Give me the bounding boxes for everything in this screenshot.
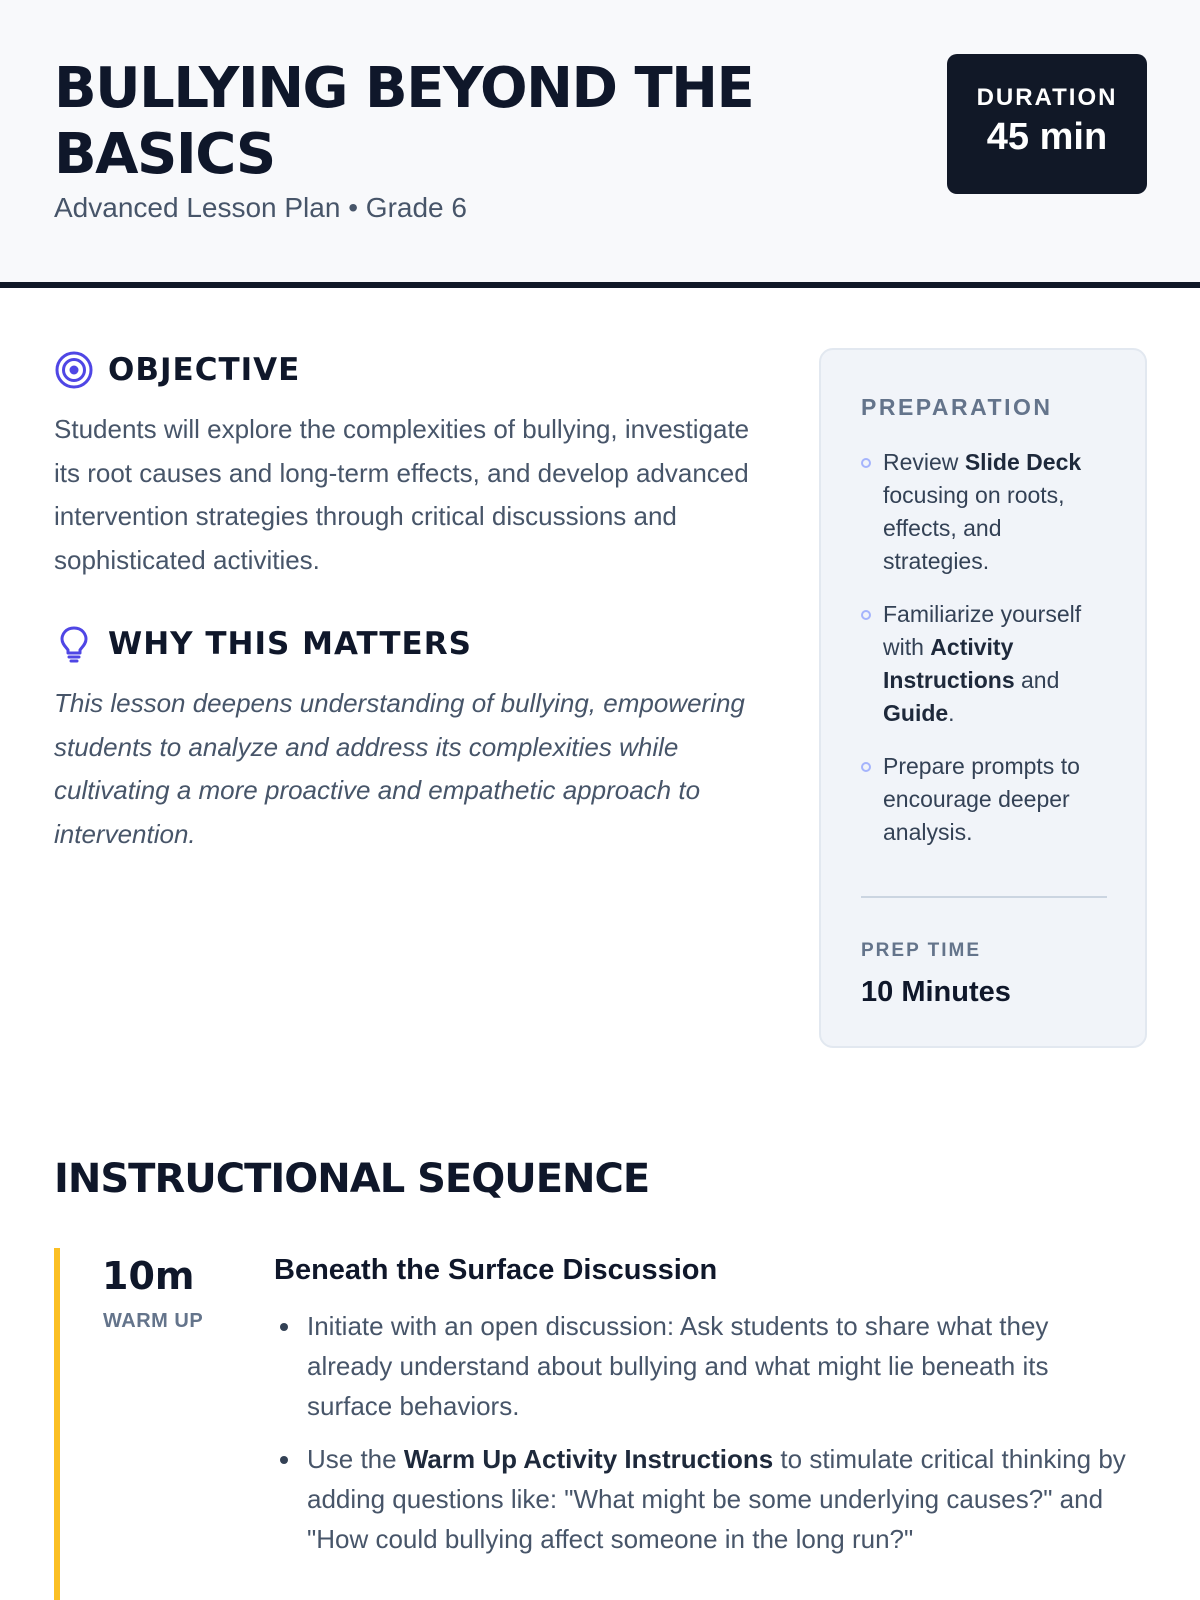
bullet-icon — [280, 1323, 288, 1331]
preparation-item: Prepare prompts to encourage deeper analysis. — [861, 750, 1111, 849]
step-phase: WARM UP — [103, 1310, 204, 1332]
objective-heading — [54, 350, 300, 390]
objective-heading-label: OBJECTIVE — [108, 352, 301, 388]
duration-badge — [947, 54, 1147, 194]
bullet-icon — [861, 610, 871, 620]
step-bullet: Use the Warm Up Activity Instructions to stimulate critical thinking by adding questions like: "What might be some underlying causes?" and "How could bullying affect someone in the long run?" — [274, 1439, 1134, 1559]
lightbulb-icon — [54, 624, 94, 664]
sequence-step — [54, 1248, 1154, 1600]
bullet-icon — [861, 762, 871, 772]
lesson-header — [0, 0, 1200, 288]
preparation-list — [861, 446, 1111, 869]
prep-time-value: 10 Minutes — [861, 976, 1011, 1008]
objective-text: Students will explore the complexities of bullying, investigate its root causes and long-term effects, and develop advanced intervention strategies through critical discussions and sophisticated activities. — [54, 414, 750, 575]
step-bullet: Initiate with an open discussion: Ask students to share what they already understand about bullying and what might lie beneath its surface behaviors. — [274, 1306, 1134, 1426]
duration-label: DURATION — [976, 84, 1118, 111]
duration-value: 45 min — [986, 116, 1108, 158]
lesson-title: BULLYING BEYOND THE BASICS — [54, 56, 754, 187]
preparation-item: Review Slide Deck focusing on roots, effects, and strategies. — [861, 446, 1111, 578]
target-icon — [54, 350, 94, 390]
bullet-icon — [861, 458, 871, 468]
sequence-heading: INSTRUCTIONAL SEQUENCE — [54, 1156, 650, 1202]
step-name: Beneath the Surface Discussion — [274, 1254, 718, 1286]
step-bullet-list — [274, 1306, 1134, 1572]
preparation-heading: PREPARATION — [861, 394, 1053, 420]
lesson-subtitle: Advanced Lesson Plan • Grade 6 — [54, 192, 467, 223]
step-time: 10m — [102, 1254, 195, 1298]
preparation-card — [819, 348, 1147, 1048]
why-heading — [54, 624, 472, 664]
bullet-icon — [280, 1456, 288, 1464]
why-heading-label: WHY THIS MATTERS — [108, 626, 472, 662]
divider — [861, 896, 1107, 898]
prep-time-label: PREP TIME — [861, 940, 982, 961]
preparation-item: Familiarize yourself with Activity Instructions and Guide. — [861, 598, 1111, 730]
why-text: This lesson deepens understanding of bullying, empowering students to analyze and address its complexities while cultivating a more proactive and empathetic approach to intervention. — [54, 688, 745, 849]
